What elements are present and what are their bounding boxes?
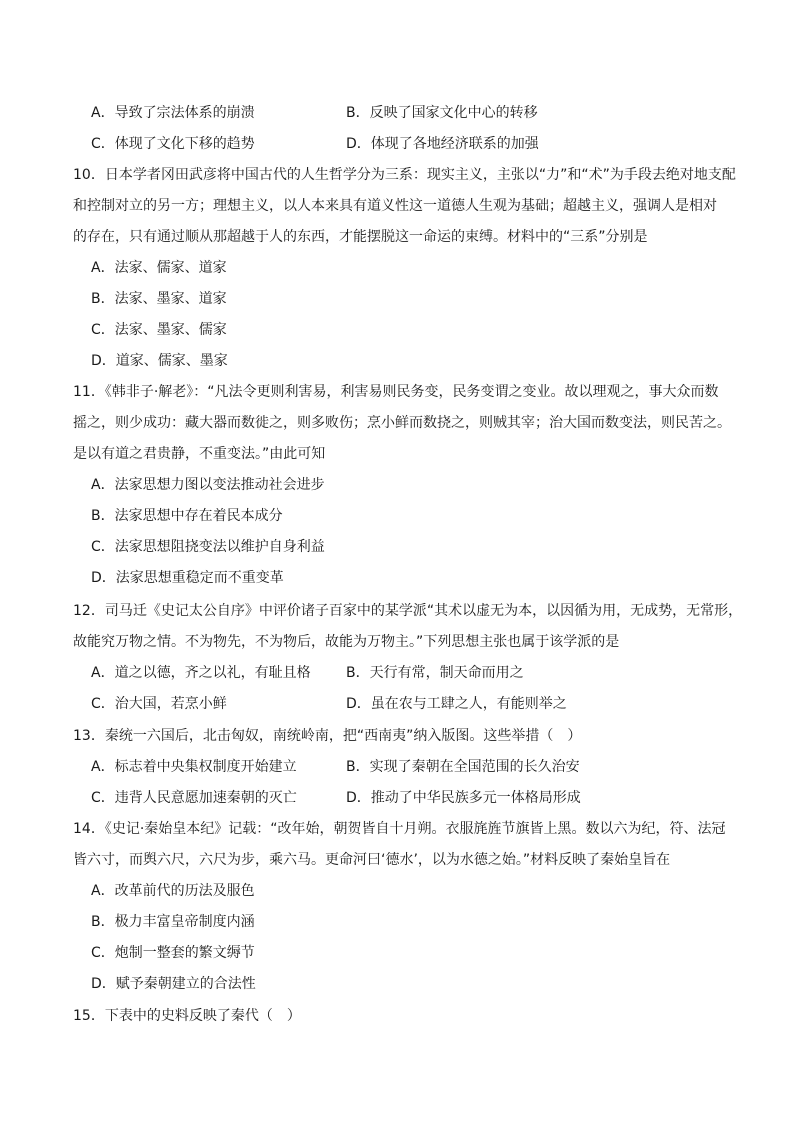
q12-option-c: C．治大国，若烹小鲜 <box>91 696 227 712</box>
q12-option-d: D．虽在农与工肆之人，有能则举之 <box>346 696 567 712</box>
q9-option-d: D．体现了各地经济联系的加强 <box>346 136 539 152</box>
q11-stem-line-2: 摇之，则少成功：藏大器而数徙之，则多败伤；烹小鲜而数挠之，则贼其宰；治大国而数变法，则民苦之。 <box>73 415 731 431</box>
q11-option-b: B．法家思想中存在着民本成分 <box>91 508 283 524</box>
q12-stem-line-1: 12．司马迁《史记太公自序》中评价诸子百家中的某学派“其术以虚无为本，以因循为用，无成势，无常形， <box>73 603 743 619</box>
q11-option-d: D．法家思想重稳定而不重变革 <box>91 570 284 586</box>
q13-option-a: A．标志着中央集权制度开始建立 <box>91 759 297 775</box>
q14-option-a: A．改革前代的历法及服色 <box>91 883 255 899</box>
q11-option-a: A．法家思想力图以变法推动社会进步 <box>91 477 325 493</box>
q9-option-a: A．导致了宗法体系的崩溃 <box>91 105 255 121</box>
q10-stem-line-1: 10．日本学者冈田武彦将中国古代的人生哲学分为三系：现实主义，主张以“力”和“术”为手段去绝对地支配 <box>73 167 736 183</box>
q15-stem-line-1: 15．下表中的史料反映了秦代（ ） <box>73 1008 301 1024</box>
q12-option-a: A．道之以德，齐之以礼，有耻且格 <box>91 665 311 681</box>
q10-stem-line-2: 和控制对立的另一方；理想主义，以人本来具有道义性这一道德人生观为基础；超越主义，强调人是相对 <box>73 198 717 214</box>
q10-stem-line-3: 的存在，只有通过顺从那超越于人的东西，才能摆脱这一命运的束缚。材料中的“三系”分别是 <box>73 229 648 245</box>
q11-stem-line-3: 是以有道之君贵静，不重变法。”由此可知 <box>73 446 326 462</box>
q14-stem-line-2: 皆六寸，而舆六尺，六尺为步，乘六马。更命河曰‘德水’，以为水德之始。”材料反映了秦始皇旨在 <box>73 852 671 868</box>
q14-option-d: D．赋予秦朝建立的合法性 <box>91 976 256 992</box>
q9-option-b: B．反映了国家文化中心的转移 <box>346 105 538 121</box>
q10-option-c: C．法家、墨家、儒家 <box>91 322 227 338</box>
q10-option-b: B．法家、墨家、道家 <box>91 291 227 307</box>
q14-option-b: B．极力丰富皇帝制度内涵 <box>91 914 255 930</box>
q14-stem-line-1: 14．《史记·秦始皇本纪》记载：“改年始，朝贺皆自十月朔。衣服旄旌节旗皆上黑。数以六为纪，符、法冠 <box>73 821 726 837</box>
q10-option-a: A．法家、儒家、道家 <box>91 260 227 276</box>
q13-option-c: C．违背人民意愿加速秦朝的灭亡 <box>91 790 297 806</box>
q11-stem-line-1: 11．《韩非子·解老》：“凡法令更则利害易，利害易则民务变，民务变谓之变业。故以理观之，事大众而数 <box>73 384 719 400</box>
q14-option-c: C．炮制一整套的繁文缛节 <box>91 945 255 961</box>
q11-option-c: C．法家思想阻挠变法以维护自身利益 <box>91 539 325 555</box>
q13-option-d: D．推动了中华民族多元一体格局形成 <box>346 790 581 806</box>
q13-stem-line-1: 13．秦统一六国后，北击匈奴，南统岭南，把“西南夷”纳入版图。这些举措（ ） <box>73 728 582 744</box>
q12-stem-line-2: 故能究万物之情。不为物先，不为物后，故能为万物主。”下列思想主张也属于该学派的是 <box>73 634 620 650</box>
q12-option-b: B．天行有常，制天命而用之 <box>346 665 524 681</box>
q10-option-d: D．道家、儒家、墨家 <box>91 353 228 369</box>
q13-option-b: B．实现了秦朝在全国范围的长久治安 <box>346 759 580 775</box>
q9-option-c: C．体现了文化下移的趋势 <box>91 136 255 152</box>
